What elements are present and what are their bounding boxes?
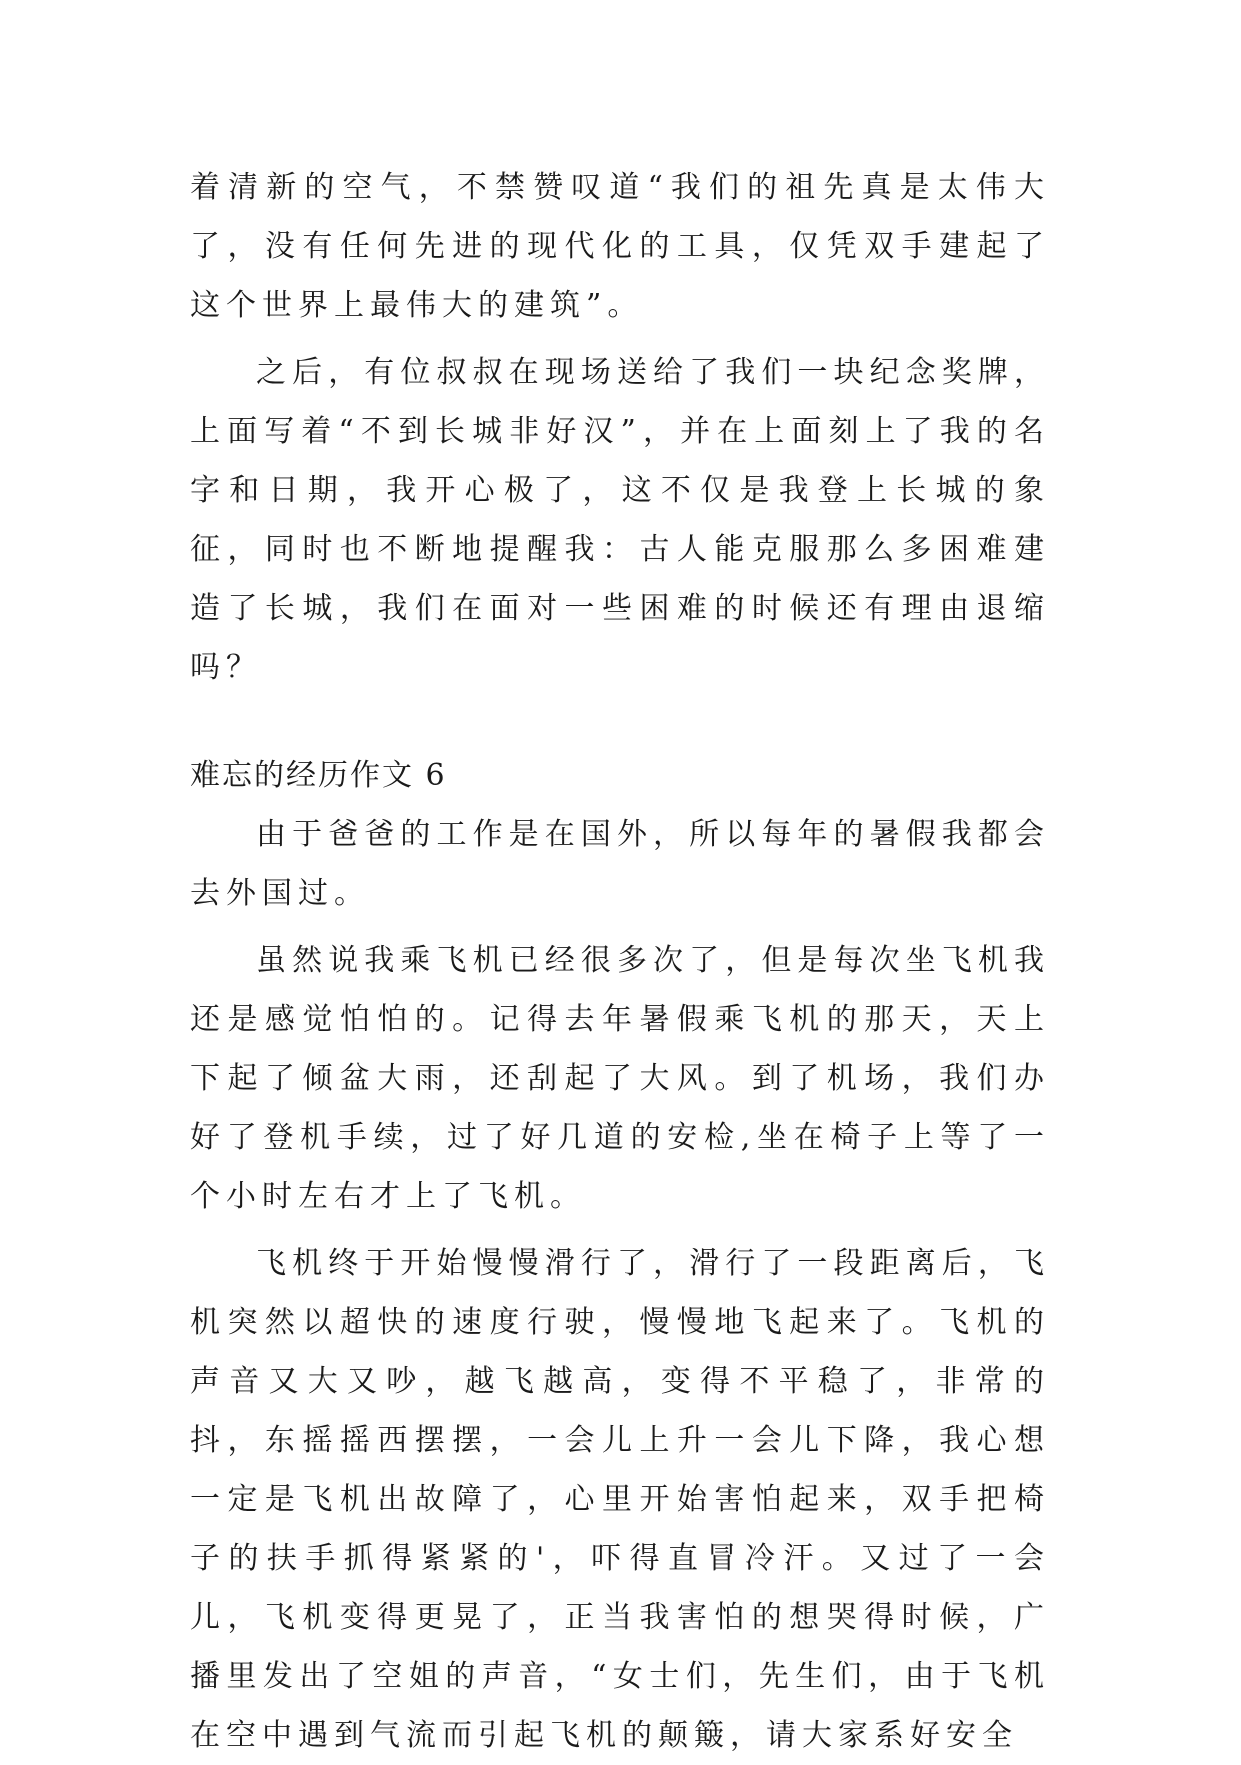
section-title: 难忘的经历作文 6 (190, 758, 447, 793)
paragraph-spacer (190, 1226, 1050, 1234)
paragraph-medal: 之后，有位叔叔在现场送给了我们一块纪念奖牌，上面写着“不到长城非好汉”，并在上面刻上了我的名字和日期，我开心极了，这不仅是我登上长城的象征，同时也不断地提醒我：古人能克服那么多困难建造了长城，我们在面对一些困难的时候还有理由退缩吗？ (190, 355, 1050, 685)
paragraph-airport: 虽然说我乘飞机已经很多次了，但是每次坐飞机我还是感觉怕怕的。记得去年暑假乘飞机的那天，天上下起了倾盆大雨，还刮起了大风。到了机场，我们办好了登机手续，过了好几道的安检,坐在椅子上等了一个小时左右才上了飞机。 (190, 943, 1050, 1214)
paragraph-flight: 飞机终于开始慢慢滑行了，滑行了一段距离后，飞机突然以超快的速度行驶，慢慢地飞起来了。飞机的声音又大又吵，越飞越高，变得不平稳了，非常的抖，东摇摇西摆摆，一会儿上升一会儿下降，我心想一定是飞机出故障了，心里开始害怕起来，双手把椅子的扶手抓得紧紧的'，吓得直冒冷汗。又过了一会儿，飞机变得更晃了，正当我害怕的想哭得时候，广播里发出了空姐的声音，“女士们，先生们，由于飞机在空中遇到气流而引起飞机的颠簸，请大家系好安全 (190, 1246, 1050, 1753)
paragraph-spacer (190, 923, 1050, 931)
paragraph-spacer (190, 335, 1050, 343)
document-body (190, 158, 1050, 1765)
paragraph-continuation: 着清新的空气，不禁赞叹道“我们的祖先真是太伟大了，没有任何先进的现代化的工具，仅凭双手建起了这个世界上最伟大的建筑”。 (190, 170, 1050, 323)
paragraph-intro: 由于爸爸的工作是在国外，所以每年的暑假我都会去外国过。 (190, 817, 1050, 911)
section-gap (190, 697, 1050, 746)
